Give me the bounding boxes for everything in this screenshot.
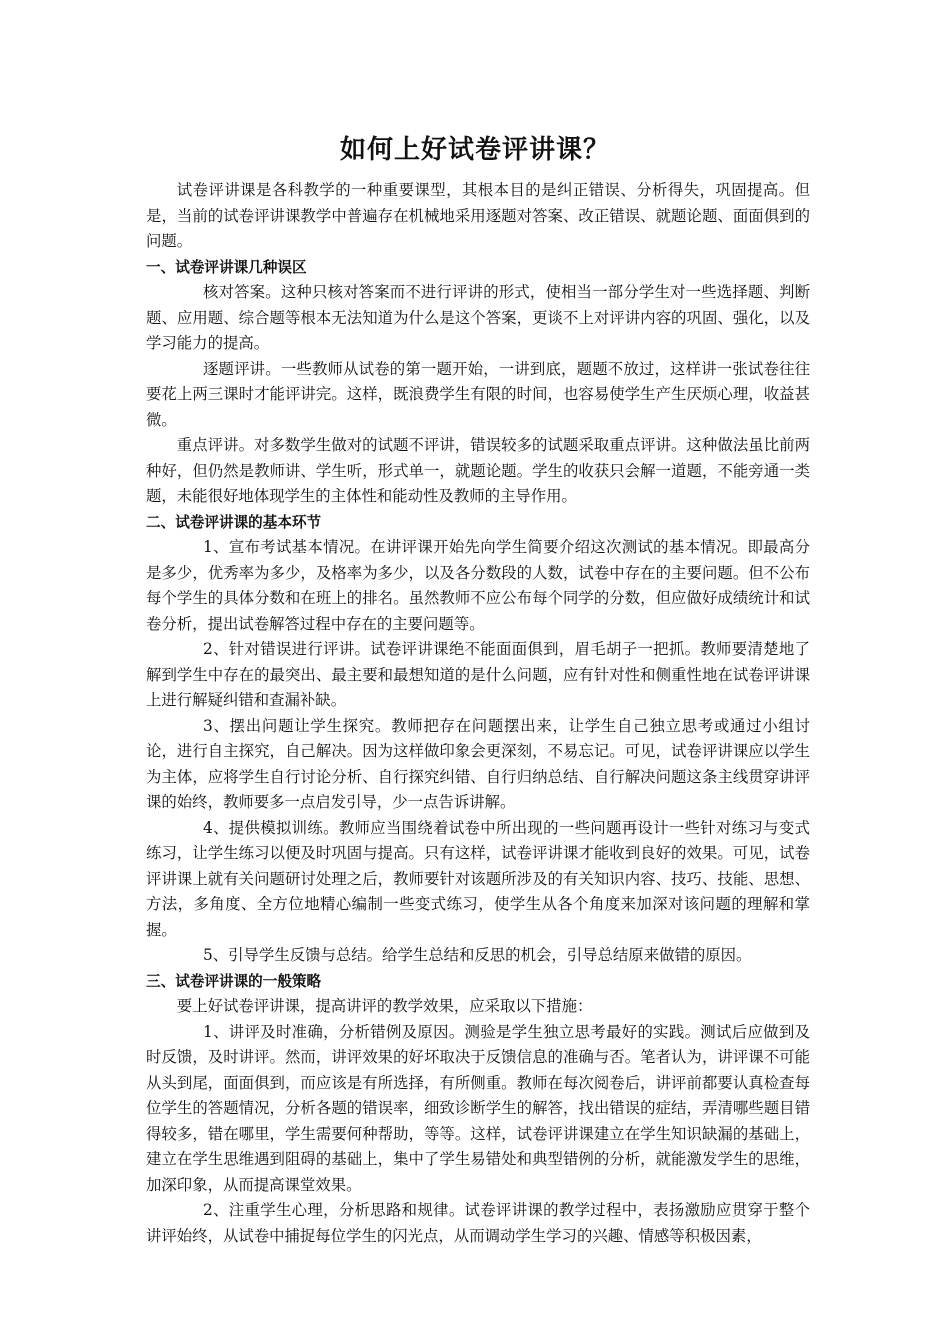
section-heading-misconceptions: 一、试卷评讲课几种误区 bbox=[146, 258, 307, 276]
section-heading-strategies: 三、试卷评讲课的一般策略 bbox=[146, 972, 322, 990]
paragraph-step-5: 5、引导学生反馈与总结。给学生总结和反思的机会，引导总结原来做错的原因。 bbox=[202, 946, 752, 964]
paragraph-strategy-2: 2、注重学生心理，分析思路和规律。试卷评讲课的教学过程中，表扬激励应贯穿于整个讲评始终，从试卷中捕捉每位学生的闪光点，从而调动学生学习的兴趣、情感等积极因素， bbox=[146, 1201, 810, 1245]
document-body bbox=[146, 178, 810, 1249]
section-heading-basic-steps: 二、试卷评讲课的基本环节 bbox=[146, 513, 322, 531]
paragraph-strategies-intro: 要上好试卷评讲课，提高讲评的教学效果，应采取以下措施： bbox=[176, 997, 593, 1015]
paragraph-strategy-1: 1、讲评及时准确，分析错例及原因。测验是学生独立思考最好的实践。测试后应做到及时反馈，及时讲评。然而，讲评效果的好坏取决于反馈信息的准确与否。笔者认为，讲评课不可能从头到尾，面面俱到，而应该是有所选择，有所侧重。教师在每次阅卷后，讲评前都要认真检查每位学生的答题情况，分析各题的错误率，细致诊断学生的解答，找出错误的症结，弄清哪些题目错得较多，错在哪里，学生需要何种帮助，等等。这样，试卷评讲课建立在学生知识缺漏的基础上，建立在学生思维遇到阻碍的基础上，集中了学生易错处和典型错例的分析，就能激发学生的思维，加深印象，从而提高课堂效果。 bbox=[146, 1022, 810, 1194]
paragraph-step-2: 2、针对错误进行评讲。试卷评讲课绝不能面面俱到，眉毛胡子一把抓。教师要清楚地了解到学生中存在的最突出、最主要和最想知道的是什么问题，应有针对性和侧重性地在试卷评讲课上进行解疑纠错和查漏补缺。 bbox=[146, 640, 810, 709]
paragraph-step-3: 3、摆出问题让学生探究。教师把存在问题摆出来，让学生自己独立思考或通过小组讨论，进行自主探究，自己解决。因为这样做印象会更深刻，不易忘记。可见，试卷评讲课应以学生为主体，应将学生自行讨论分析、自行探究纠错、自行归纳总结、自行解决问题这条主线贯穿讲评课的始终，教师要多一点启发引导，少一点告诉讲解。 bbox=[146, 716, 810, 811]
paragraph-item-by-item: 逐题评讲。一些教师从试卷的第一题开始，一讲到底，题题不放过，这样讲一张试卷往往要花上两三课时才能评讲完。这样，既浪费学生有限的时间，也容易使学生产生厌烦心理，收益甚微。 bbox=[146, 359, 810, 429]
paragraph-check-answers: 核对答案。这种只核对答案而不进行评讲的形式，使相当一部分学生对一些选择题、判断题、应用题、综合题等根本无法知道为什么是这个答案，更谈不上对评讲内容的巩固、强化，以及学习能力的提高。 bbox=[146, 283, 810, 352]
document-title: 如何上好试卷评讲课？ bbox=[339, 135, 610, 165]
intro-paragraph: 试卷评讲课是各科教学的一种重要课型，其根本目的是纠正错误、分析得失，巩固提高。但是，当前的试卷评讲课教学中普遍存在机械地采用逐题对答案、改正错误、就题论题、面面俱到的问题。 bbox=[146, 181, 810, 250]
paragraph-step-1: 1、宣布考试基本情况。在讲评课开始先向学生简要介绍这次测试的基本情况。即最高分是多少，优秀率为多少，及格率为多少，以及各分数段的人数，试卷中存在的主要问题。但不公布每个学生的具体分数和在班上的排名。虽然教师不应公布每个同学的分数，但应做好成绩统计和试卷分析，提出试卷解答过程中存在的主要问题等。 bbox=[146, 538, 810, 633]
paragraph-step-4: 4、提供模拟训练。教师应当围绕着试卷中所出现的一些问题再设计一些针对练习与变式练习，让学生练习以便及时巩固与提高。只有这样，试卷评讲课才能收到良好的效果。可见，试卷评讲课上就有关问题研讨处理之后，教师要针对该题所涉及的有关知识内容、技巧、技能、思想、方法，多角度、全方位地精心编制一些变式练习，使学生从各个角度来加深对该问题的理解和掌握。 bbox=[146, 818, 810, 939]
paragraph-key-points: 重点评讲。对多数学生做对的试题不评讲，错误较多的试题采取重点评讲。这种做法虽比前两种好，但仍然是教师讲、学生听，形式单一，就题论题。学生的收获只会解一道题，不能旁通一类题，未能很好地体现学生的主体性和能动性及教师的主导作用。 bbox=[146, 436, 810, 505]
